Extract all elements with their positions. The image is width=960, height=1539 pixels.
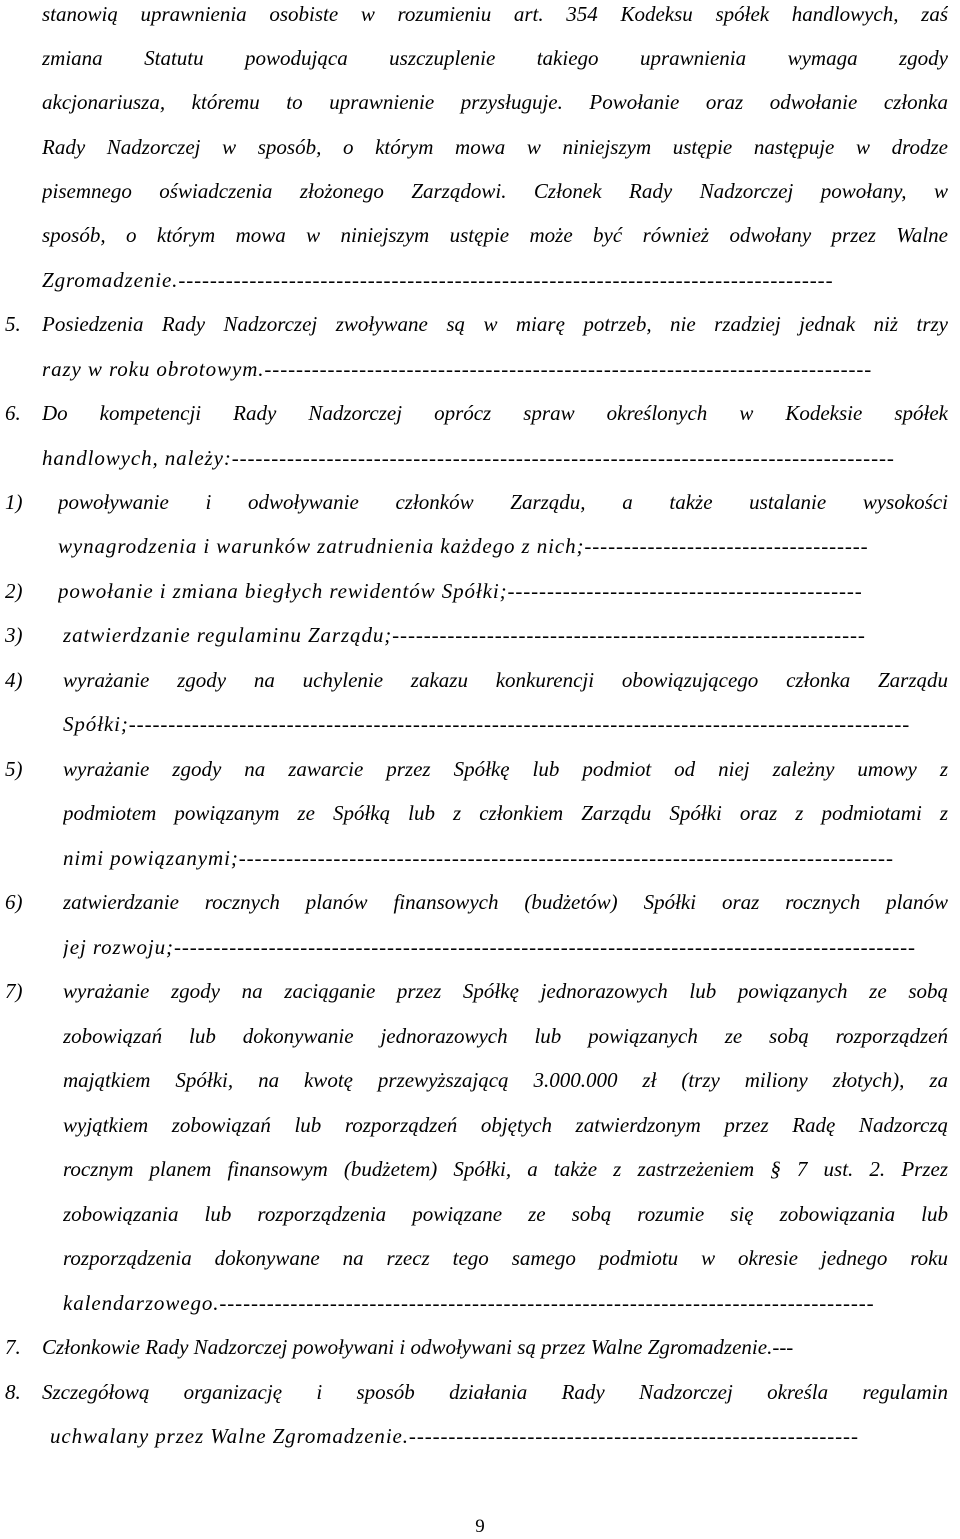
text-line: zobowiązań lub dokonywanie jednorazowych lub powiązanych ze sobą rozporządzeń	[63, 1024, 948, 1048]
text-line: pisemnego oświadczenia złożonego Zarządowi. Członek Rady Nadzorczej powołany, w	[42, 179, 948, 203]
section-number: 6.	[5, 401, 21, 425]
section-number: 8.	[5, 1380, 21, 1404]
text-line: majątkiem Spółki, na kwotę przewyższającą 3.000.000 zł (trzy miliony złotych), za	[63, 1068, 948, 1092]
text-line: wynagrodzenia i warunków zatrudnienia każdego z nich;------------------------------------	[58, 534, 869, 558]
text-line: Zgromadzenie.-----------------------------------------------------------------------------------	[42, 268, 834, 292]
text-line: jej rozwoju;----------------------------------------------------------------------------------------------	[63, 935, 916, 959]
text-line: Rady Nadzorczej w sposób, o którym mowa w niniejszym ustępie następuje w drodze	[42, 135, 948, 159]
text-line: Spółki;---------------------------------------------------------------------------------------------------	[63, 712, 911, 736]
text-line: powołanie i zmiana biegłych rewidentów Spółki;---------------------------------------------	[58, 579, 863, 603]
text-line: akcjonariusza, któremu to uprawnienie przysługuje. Powołanie oraz odwołanie członka	[42, 90, 948, 114]
list-number: 2)	[5, 579, 23, 603]
list-number: 6)	[5, 890, 23, 914]
text-line: sposób, o którym mowa w niniejszym ustępie może być również odwołany przez Walne	[42, 223, 948, 247]
text-line: Członkowie Rady Nadzorczej powoływani i odwoływani są przez Walne Zgromadzenie.---	[42, 1335, 794, 1359]
text-line: zatwierdzanie rocznych planów finansowych (budżetów) Spółki oraz rocznych planów	[63, 890, 948, 914]
text-line: Szczegółową organizację i sposób działania Rady Nadzorczej określa regulamin	[42, 1380, 948, 1404]
text-line: wyrażanie zgody na uchylenie zakazu konkurencji obowiązującego członka Zarządu	[63, 668, 948, 692]
text-line: wyrażanie zgody na zawarcie przez Spółkę lub podmiot od niej zależny umowy z	[63, 757, 948, 781]
text-line: stanowią uprawnienia osobiste w rozumieniu art. 354 Kodeksu spółek handlowych, zaś	[42, 2, 948, 26]
list-number: 4)	[5, 668, 23, 692]
text-line: razy w roku obrotowym.-----------------------------------------------------------------------------	[42, 357, 873, 381]
list-number: 5)	[5, 757, 23, 781]
list-number: 1)	[5, 490, 23, 514]
list-number: 3)	[5, 623, 23, 647]
text-line: rozporządzenia dokonywane na rzecz tego samego podmiotu w okresie jednego roku	[63, 1246, 948, 1270]
text-line: podmiotem powiązanym ze Spółką lub z członkiem Zarządu Spółki oraz z podmiotami z	[63, 801, 948, 825]
text-line: wyrażanie zgody na zaciąganie przez Spółkę jednorazowych lub powiązanych ze sobą	[63, 979, 948, 1003]
section-number: 5.	[5, 312, 21, 336]
list-number: 7)	[5, 979, 23, 1003]
page-number: 9	[475, 1516, 485, 1537]
text-line: kalendarzowego.-----------------------------------------------------------------------------------	[63, 1291, 875, 1315]
text-line: zmiana Statutu powodująca uszczuplenie takiego uprawnienia wymaga zgody	[42, 46, 948, 70]
text-line: Do kompetencji Rady Nadzorczej oprócz spraw określonych w Kodeksie spółek	[42, 401, 948, 425]
text-line: wyjątkiem zobowiązań lub rozporządzeń objętych zatwierdzonym przez Radę Nadzorczą	[63, 1113, 948, 1137]
text-line: zobowiązania lub rozporządzenia powiązane ze sobą rozumie się zobowiązania lub	[63, 1202, 948, 1226]
text-line: powoływanie i odwoływanie członków Zarządu, a także ustalanie wysokości	[58, 490, 948, 514]
text-line: nimi powiązanymi;-----------------------------------------------------------------------------------	[63, 846, 894, 870]
section-number: 7.	[5, 1335, 21, 1359]
text-line: rocznym planem finansowym (budżetem) Spółki, a także z zastrzeżeniem § 7 ust. 2. Przez	[63, 1157, 948, 1181]
text-line: Posiedzenia Rady Nadzorczej zwoływane są w miarę potrzeb, nie rzadziej jednak niż trzy	[42, 312, 948, 336]
text-line: handlowych, należy:------------------------------------------------------------------------------------	[42, 446, 895, 470]
text-line: zatwierdzanie regulaminu Zarządu;------------------------------------------------------------	[63, 623, 866, 647]
text-line: uchwalany przez Walne Zgromadzenie.---------------------------------------------------------	[50, 1424, 859, 1448]
